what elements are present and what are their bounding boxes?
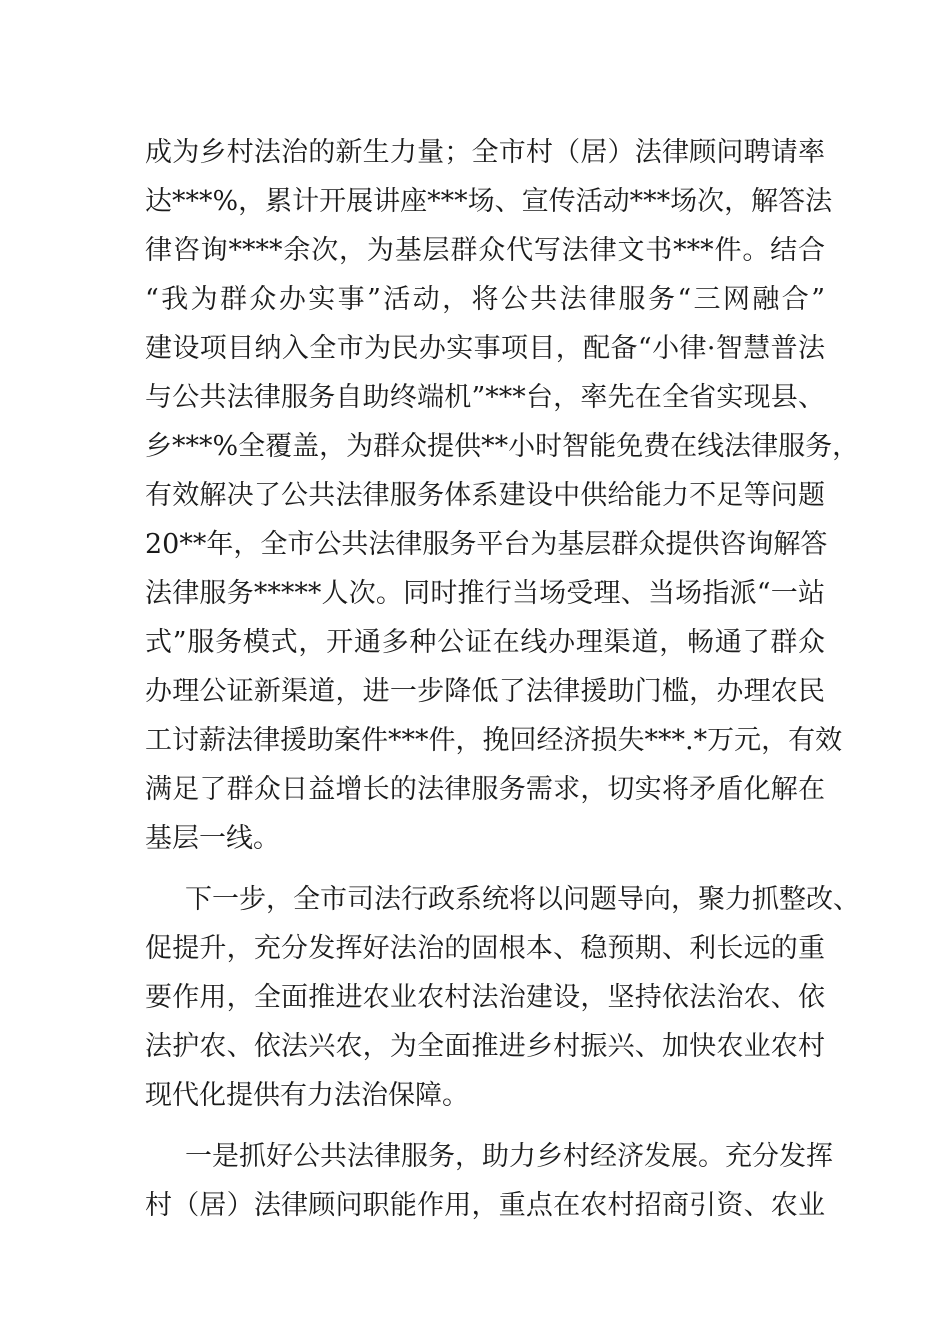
paragraph-line: 达***%，累计开展讲座***场、宣传活动***场次，解答法 [145,186,833,217]
paragraph-3 [145,1132,833,1230]
paragraph-line: 20**年，全市公共法律服务平台为基层群众提供咨询解答 [145,529,828,560]
paragraph-2 [145,875,860,1120]
paragraph-line: 乡***%全覆盖，为群众提供**小时智能免费在线法律服务， [145,431,860,462]
paragraph-line: 一是抓好公共法律服务，助力乡村经济发展。充分发挥 [185,1141,833,1172]
paragraph-line: 法律服务*****人次。同时推行当场受理、当场指派“一站 [145,578,825,609]
paragraph-line: 下一步，全市司法行政系统将以问题导向，聚力抓整改、 [185,884,860,915]
paragraph-gap [145,1120,825,1132]
document-body [145,128,860,1230]
paragraph-1 [145,128,860,863]
paragraph-line: 工讨薪法律援助案件***件，挽回经济损失***.*万元，有效 [145,725,843,756]
paragraph-line: 成为乡村法治的新生力量；全市村（居）法律顾问聘请率 [145,137,825,168]
paragraph-line: 法护农、依法兴农，为全面推进乡村振兴、加快农业农村 [145,1031,825,1062]
paragraph-line: 与公共法律服务自助终端机”***台，率先在全省实现县、 [145,382,825,413]
paragraph-line: 律咨询****余次，为基层群众代写法律文书***件。结合 [145,235,825,266]
paragraph-line: 要作用，全面推进农业农村法治建设，坚持依法治农、依 [145,982,825,1013]
paragraph-line: “我为群众办实事”活动，将公共法律服务“三网融合” [145,284,825,315]
paragraph-line: 办理公证新渠道，进一步降低了法律援助门槛，办理农民 [145,676,825,707]
paragraph-line: 建设项目纳入全市为民办实事项目，配备“小律·智慧普法 [145,333,825,364]
paragraph-line: 满足了群众日益增长的法律服务需求，切实将矛盾化解在 [145,774,825,805]
paragraph-line: 基层一线。 [145,823,280,854]
paragraph-gap [145,863,825,875]
paragraph-line: 促提升，充分发挥好法治的固根本、稳预期、利长远的重 [145,933,825,964]
paragraph-line: 现代化提供有力法治保障。 [145,1080,469,1111]
paragraph-line: 有效解决了公共法律服务体系建设中供给能力不足等问题 [145,480,825,511]
paragraph-line: 式”服务模式，开通多种公证在线办理渠道，畅通了群众 [145,627,825,658]
paragraph-line: 村（居）法律顾问职能作用，重点在农村招商引资、农业 [145,1190,825,1221]
